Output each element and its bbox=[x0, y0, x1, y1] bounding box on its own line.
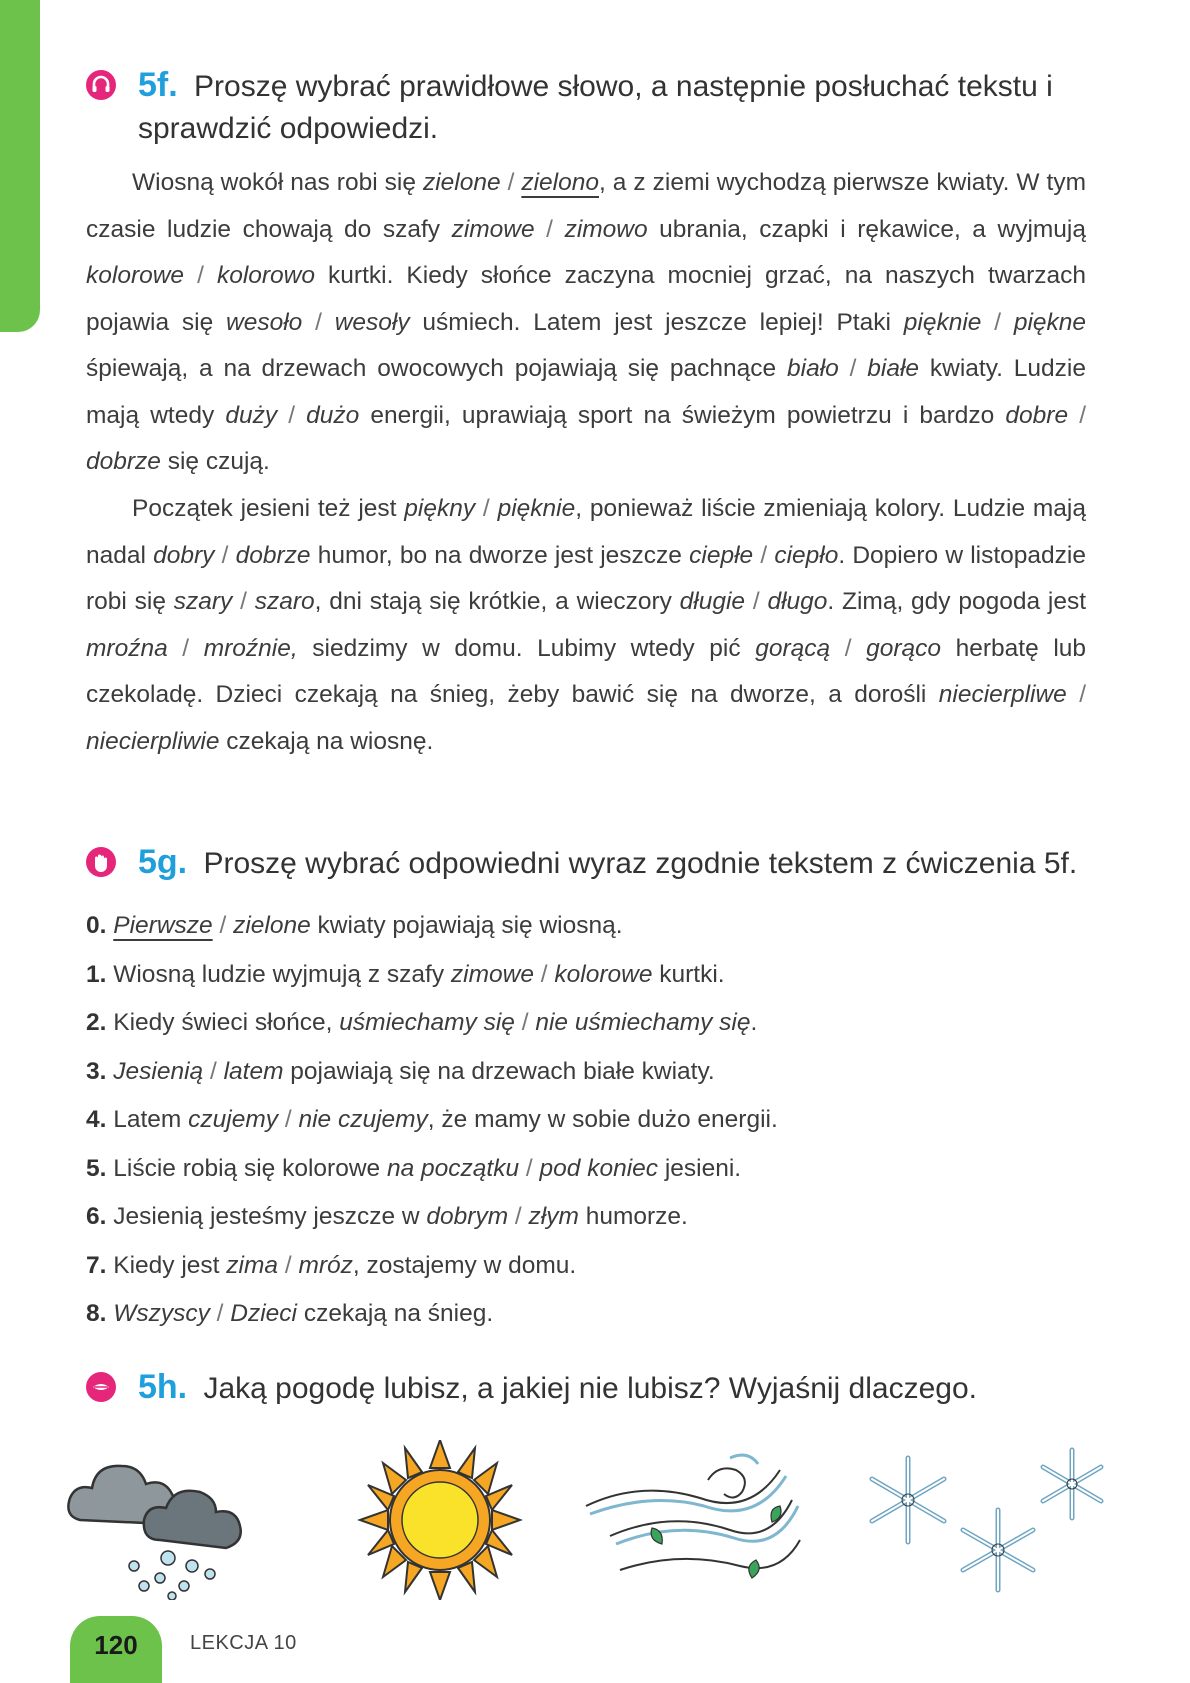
mouth-icon bbox=[86, 1372, 116, 1402]
text-segment: siedzimy w domu. Lubimy wtedy pić bbox=[297, 634, 756, 662]
text-paragraph-2 bbox=[86, 486, 1086, 765]
exercise-instruction: Jaką pogodę lubisz, a jakiej nie lubisz? Wyjaśnij dlaczego. bbox=[203, 1372, 977, 1405]
text-segment: energii, uprawiają sport na świeżym powietrzu i bardzo bbox=[359, 401, 1006, 429]
word-choice[interactable]: mroźnie, bbox=[203, 634, 298, 662]
word-choice[interactable]: szaro bbox=[254, 588, 315, 615]
item-text: Liście robią się kolorowe bbox=[106, 1154, 387, 1182]
cloud-hail-icon bbox=[60, 1440, 280, 1600]
word-choice[interactable]: nie czujemy bbox=[298, 1106, 428, 1133]
choice-separator: / bbox=[838, 355, 868, 382]
item-number: 0. bbox=[86, 912, 107, 939]
choice-separator: / bbox=[508, 1203, 529, 1230]
list-item bbox=[86, 999, 1086, 1048]
text-segment: śpiewają, a na drzewach owocowych pojawiają się pachnące bbox=[86, 355, 788, 382]
word-choice[interactable]: biało bbox=[787, 355, 839, 382]
exercise-instruction: Proszę wybrać odpowiedni wyraz zgodnie tekstem z ćwiczenia 5f. bbox=[203, 847, 1078, 880]
word-choice[interactable]: uśmiechamy się bbox=[339, 1009, 515, 1036]
text-segment: , ponieważ liście zmieniają kolory. Ludzie mają nadal bbox=[86, 495, 1086, 569]
item-text: kurtki. bbox=[652, 960, 725, 988]
text-segment: . Zimą, gdy pogoda jest bbox=[827, 588, 1087, 615]
word-choice[interactable]: gorącą bbox=[755, 634, 831, 662]
text-segment: kwiaty. Ludzie mają wtedy bbox=[86, 355, 1086, 429]
word-choice[interactable]: gorąco bbox=[866, 634, 942, 662]
choice-separator: / bbox=[167, 634, 204, 662]
word-choice[interactable]: dobrze bbox=[86, 448, 161, 475]
list-item bbox=[86, 1242, 1086, 1291]
text-segment: . Dopiero w listopadzie robi się bbox=[86, 541, 1087, 615]
sun-icon bbox=[350, 1440, 530, 1600]
word-choice[interactable]: niecierpliwe bbox=[938, 681, 1067, 708]
item-text: Jesienią jesteśmy jeszcze w bbox=[106, 1203, 427, 1230]
choice-separator: / bbox=[1066, 681, 1086, 708]
item-text: , że mamy w sobie dużo energii. bbox=[427, 1106, 778, 1133]
text-segment: , a z ziemi wychodzą pierwsze kwiaty. W tym czasie ludzie chowają do szafy bbox=[86, 169, 1086, 243]
item-number: 7. bbox=[86, 1251, 107, 1279]
exercise-instruction: Proszę wybrać prawidłowe słowo, a następnie posłuchać tekstu i sprawdzić odpowiedzi. bbox=[138, 70, 1053, 145]
word-choice[interactable]: pięknie bbox=[903, 308, 982, 336]
word-choice[interactable]: białe bbox=[867, 355, 920, 382]
item-number: 3. bbox=[86, 1057, 107, 1085]
text-segment: Wiosną wokół nas robi się bbox=[132, 169, 423, 196]
word-choice[interactable]: pod koniec bbox=[539, 1154, 659, 1182]
choice-separator: / bbox=[203, 1057, 224, 1085]
list-item bbox=[86, 1048, 1086, 1097]
word-choice[interactable]: długo bbox=[767, 588, 828, 615]
weather-pictures bbox=[60, 1440, 1120, 1600]
word-choice[interactable]: Jesienią bbox=[113, 1057, 204, 1085]
choice-separator: / bbox=[184, 262, 217, 289]
choice-separator: / bbox=[212, 912, 234, 939]
exercise-5h-header bbox=[86, 1366, 977, 1410]
word-choice[interactable]: wesoły bbox=[334, 308, 410, 336]
exercise-5g-header bbox=[86, 841, 1077, 885]
word-choice[interactable]: kolorowo bbox=[216, 262, 316, 289]
text-segment: Początek jesieni też jest bbox=[132, 495, 405, 522]
choice-separator: / bbox=[1068, 401, 1087, 429]
word-choice[interactable]: dobrym bbox=[426, 1203, 509, 1230]
text-paragraph-1 bbox=[86, 160, 1086, 486]
exercise-5f-header bbox=[86, 64, 1106, 150]
word-choice[interactable]: dobre bbox=[1005, 401, 1069, 429]
choice-separator: / bbox=[475, 495, 498, 522]
word-choice[interactable]: zimowe bbox=[450, 960, 534, 988]
word-choice[interactable]: Pierwsze bbox=[113, 912, 213, 939]
green-side-tab bbox=[0, 0, 40, 332]
headphones-icon bbox=[86, 70, 116, 100]
text-segment: , dni stają się krótkie, a wieczory bbox=[314, 588, 680, 615]
word-choice[interactable]: zielono bbox=[521, 169, 599, 196]
exercise-number: 5f. bbox=[138, 66, 178, 104]
item-text: Wiosną ludzie wyjmują z szafy bbox=[106, 960, 451, 988]
exercise-number: 5h. bbox=[138, 1368, 188, 1406]
word-choice[interactable]: pięknie bbox=[497, 495, 576, 522]
word-choice[interactable]: nie uśmiechamy się bbox=[535, 1009, 751, 1036]
list-item bbox=[86, 1145, 1086, 1194]
text-segment: ubrania, czapki i rękawice, a wyjmują bbox=[647, 215, 1086, 243]
text-segment: kurtki. Kiedy słońce zaczyna mocniej grzać, na naszych twarzach pojawia się bbox=[86, 262, 1087, 336]
word-choice[interactable]: ciepło bbox=[774, 541, 839, 569]
word-choice[interactable]: Dzieci bbox=[230, 1300, 298, 1327]
list-item bbox=[86, 1193, 1086, 1242]
choice-separator: / bbox=[214, 541, 236, 569]
word-choice[interactable]: wesoło bbox=[226, 308, 303, 336]
lesson-label: LEKCJA 10 bbox=[190, 1632, 297, 1654]
item-text: , zostajemy w domu. bbox=[352, 1251, 577, 1279]
choice-separator: / bbox=[209, 1300, 231, 1327]
choice-separator: / bbox=[277, 401, 307, 429]
choice-separator: / bbox=[514, 1009, 536, 1036]
word-choice[interactable]: złym bbox=[528, 1203, 579, 1230]
choice-separator: / bbox=[500, 169, 522, 196]
word-choice[interactable]: mróz bbox=[298, 1251, 353, 1279]
choice-separator: / bbox=[830, 634, 867, 662]
item-number: 2. bbox=[86, 1009, 107, 1036]
text-segment: herbatę lub czekoladę. Dzieci czekają na śnieg, żeby bawić się na dworze, a dorośli bbox=[86, 634, 1087, 708]
item-text: humorze. bbox=[578, 1203, 688, 1230]
choice-separator: / bbox=[278, 1106, 299, 1133]
word-choice[interactable]: czujemy bbox=[188, 1106, 279, 1133]
word-choice[interactable]: zima bbox=[226, 1251, 279, 1279]
list-item bbox=[86, 902, 1086, 951]
word-choice[interactable]: mroźna bbox=[86, 634, 168, 662]
text-segment: czekają na wiosnę. bbox=[219, 727, 434, 755]
exercise-number: 5g. bbox=[138, 843, 188, 881]
word-choice[interactable]: dobrze bbox=[235, 541, 311, 569]
choice-separator: / bbox=[232, 588, 255, 615]
item-text: pojawiają się na drzewach białe kwiaty. bbox=[283, 1057, 715, 1085]
word-choice[interactable]: kolorowe bbox=[554, 960, 653, 988]
list-item bbox=[86, 951, 1086, 1000]
choice-separator: / bbox=[533, 960, 555, 988]
item-text: czekają na śnieg. bbox=[297, 1300, 494, 1327]
item-number: 5. bbox=[86, 1154, 107, 1182]
word-choice[interactable]: niecierpliwie bbox=[86, 727, 220, 755]
word-choice[interactable]: na początku bbox=[386, 1154, 520, 1182]
exercise-5g-list bbox=[86, 902, 1086, 1339]
word-choice[interactable]: zielone bbox=[422, 169, 501, 196]
word-choice[interactable]: dobry bbox=[153, 541, 215, 569]
choice-separator: / bbox=[745, 588, 768, 615]
choice-separator: / bbox=[278, 1251, 299, 1279]
item-text: jesieni. bbox=[658, 1154, 742, 1182]
item-text: kwiaty pojawiają się wiosną. bbox=[310, 912, 623, 939]
word-choice[interactable]: zimowo bbox=[564, 215, 648, 243]
text-segment: się czują. bbox=[160, 448, 270, 475]
item-number: 6. bbox=[86, 1203, 107, 1230]
item-text: . bbox=[750, 1009, 758, 1036]
item-number: 4. bbox=[86, 1106, 107, 1133]
list-item bbox=[86, 1096, 1086, 1145]
word-choice[interactable]: Wszyscy bbox=[113, 1300, 210, 1327]
word-choice[interactable]: piękny bbox=[404, 495, 476, 522]
word-choice[interactable]: zielone bbox=[233, 912, 311, 939]
word-choice[interactable]: dużo bbox=[306, 401, 360, 429]
item-text: Latem bbox=[106, 1106, 189, 1133]
item-number: 8. bbox=[86, 1300, 107, 1327]
word-choice[interactable]: duży bbox=[225, 401, 278, 429]
choice-separator: / bbox=[753, 541, 775, 569]
item-text: Kiedy świeci słońce, bbox=[106, 1009, 340, 1036]
hand-icon bbox=[86, 847, 116, 877]
word-choice[interactable]: zimowe bbox=[451, 215, 535, 243]
wind-icon bbox=[580, 1440, 810, 1600]
text-segment: uśmiech. Latem jest jeszcze lepiej! Ptaki bbox=[409, 308, 904, 336]
text-segment: humor, bo na dworze jest jeszcze bbox=[310, 541, 690, 569]
list-item bbox=[86, 1290, 1086, 1339]
page-number: 120 bbox=[70, 1616, 162, 1683]
choice-separator: / bbox=[534, 215, 565, 243]
word-choice[interactable]: piękne bbox=[1013, 308, 1087, 336]
word-choice[interactable]: ciepłe bbox=[689, 541, 754, 569]
item-number: 1. bbox=[86, 960, 107, 988]
snowflakes-icon bbox=[860, 1440, 1110, 1600]
word-choice[interactable]: latem bbox=[223, 1057, 284, 1085]
choice-separator: / bbox=[302, 308, 335, 336]
item-text: Kiedy jest bbox=[106, 1251, 227, 1279]
choice-separator: / bbox=[981, 308, 1014, 336]
word-choice[interactable]: szary bbox=[173, 588, 233, 615]
choice-separator: / bbox=[519, 1154, 540, 1182]
word-choice[interactable]: kolorowe bbox=[86, 262, 185, 289]
word-choice[interactable]: długie bbox=[679, 588, 746, 615]
